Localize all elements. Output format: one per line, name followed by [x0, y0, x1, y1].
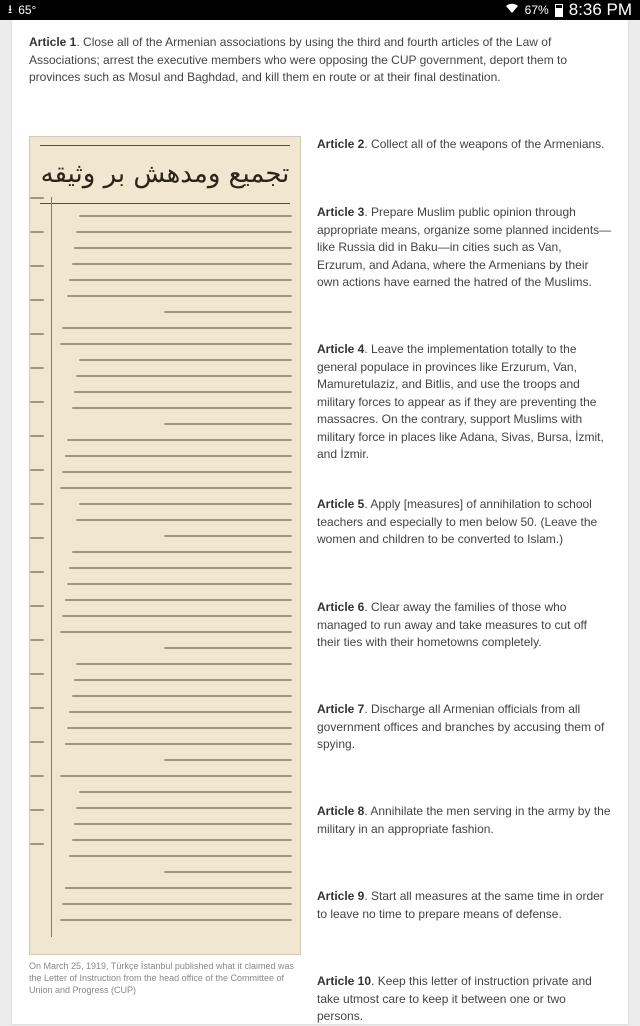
- scan-text-line: [30, 231, 44, 233]
- article-4: [317, 341, 613, 464]
- scan-text-line: [30, 571, 44, 573]
- article-3: [317, 204, 613, 292]
- scan-text-line: [76, 807, 292, 809]
- scan-text-line: [62, 327, 292, 329]
- scan-text-line: [76, 519, 292, 521]
- article-label: Article 10: [317, 974, 372, 988]
- scan-text-line: [30, 469, 44, 471]
- battery-icon: [555, 4, 563, 17]
- scan-text-line: [76, 663, 292, 665]
- article-label: Article 5: [317, 497, 365, 511]
- article-8: [317, 803, 613, 838]
- scan-text-line: [69, 567, 292, 569]
- scan-text-line: [72, 839, 292, 841]
- battery-percent: 67%: [524, 3, 549, 17]
- scan-text-line: [67, 439, 292, 441]
- image-caption: On March 25, 1919, Türkçe İstanbul published what it claimed was the Letter of Instruction from the head office of the Committee of Union and Progress (CUP): [29, 961, 294, 995]
- article-label: Article 9: [317, 889, 365, 903]
- article-text: . Prepare Muslim public opinion through appropriate means, organize some planned incidents—like Russia did in Baku—in cities such as Van, Erzurum, and Adana, where the Armenians by their own actions have earned the hatred of the Muslims.: [317, 205, 612, 289]
- scan-text-line: [30, 333, 44, 335]
- scan-text-line: [164, 759, 292, 761]
- scan-headline: تجمیع ومدهش بر وثیقه: [40, 159, 290, 189]
- article-label: Article 2: [317, 137, 365, 151]
- scan-text-line: [30, 843, 44, 845]
- scan-main-column: [60, 215, 292, 935]
- scan-text-line: [65, 455, 292, 457]
- wifi-icon: [505, 3, 519, 17]
- scan-text-line: [79, 791, 292, 793]
- article-text: . Start all measures at the same time in order to leave no time to prepare means of defense.: [317, 889, 604, 921]
- article-label: Article 8: [317, 804, 365, 818]
- article-text: . Annihilate the men serving in the army by the military in an appropriate fashion.: [317, 804, 611, 836]
- article-text: . Keep this letter of instruction private and take utmost care to keep it between one or two persons.: [317, 974, 592, 1023]
- scan-text-line: [30, 299, 44, 301]
- scan-text-line: [164, 871, 292, 873]
- article-9: [317, 888, 613, 923]
- scan-text-line: [65, 887, 292, 889]
- scan-text-line: [30, 605, 44, 607]
- scan-text-line: [30, 265, 44, 267]
- article-text: . Discharge all Armenian officials from all government offices and branches by accusing them of spying.: [317, 702, 605, 751]
- article-label: Article 6: [317, 600, 365, 614]
- status-left: [8, 0, 36, 21]
- scan-text-line: [30, 741, 44, 743]
- scan-text-line: [30, 809, 44, 811]
- newspaper-scan-image: [29, 136, 301, 955]
- temperature: 65°: [18, 3, 37, 17]
- scan-text-line: [74, 823, 292, 825]
- article-2: [317, 136, 613, 154]
- scan-text-line: [79, 215, 292, 217]
- scan-side-column: [30, 197, 52, 937]
- status-bar: [0, 0, 640, 20]
- scan-text-line: [69, 279, 292, 281]
- download-icon: ⭳: [8, 1, 13, 16]
- scan-text-line: [62, 471, 292, 473]
- scan-text-line: [164, 423, 292, 425]
- article-text: . Leave the implementation totally to the general populace in provinces like Erzurum, Van, Mamuretulaziz, and Bitlis, and use the troops and military forces to appear as if they are preventing the massacres. On the contrary, support Muslims with military force in places like Adana, Sivas, Bursa, İzmit, and İzmir.: [317, 342, 604, 461]
- scan-text-line: [30, 367, 44, 369]
- article-1-text: . Close all of the Armenian associations by using the third and fourth articles of the Law of Associations; arrest the executive members who were opposing the CUP government, deport them to provinces such as Mosul and Baghdad, and kill them en route or at their final destination.: [29, 35, 568, 84]
- scan-text-line: [65, 599, 292, 601]
- scan-text-line: [67, 583, 292, 585]
- scan-text-line: [164, 647, 292, 649]
- scan-text-line: [69, 855, 292, 857]
- scan-text-line: [74, 391, 292, 393]
- scan-text-line: [60, 487, 292, 489]
- scan-text-line: [76, 231, 292, 233]
- scan-text-line: [72, 695, 292, 697]
- article-10: [317, 973, 613, 1026]
- article-7: [317, 701, 613, 754]
- article-1-label: Article 1: [29, 35, 77, 49]
- scan-text-line: [76, 375, 292, 377]
- scan-text-line: [69, 711, 292, 713]
- article-label: Article 7: [317, 702, 365, 716]
- scan-text-line: [62, 615, 292, 617]
- scan-text-line: [30, 673, 44, 675]
- clock: 8:36 PM: [568, 0, 632, 19]
- scan-text-line: [60, 919, 292, 921]
- scan-text-line: [67, 727, 292, 729]
- scan-text-line: [60, 775, 292, 777]
- scan-text-line: [164, 311, 292, 313]
- scan-text-line: [30, 639, 44, 641]
- article-text: . Collect all of the weapons of the Armenians.: [364, 137, 605, 151]
- article-page: [12, 20, 628, 1024]
- scan-text-line: [60, 631, 292, 633]
- scan-text-line: [60, 343, 292, 345]
- article-text: . Apply [measures] of annihilation to school teachers and especially to men below 50. (Leave the women and children to be converted to Islam.): [317, 497, 598, 546]
- scan-text-line: [72, 551, 292, 553]
- scan-text-line: [67, 295, 292, 297]
- scan-rule-mid: [40, 203, 290, 204]
- article-text: . Clear away the families of those who managed to run away and take measures to cut off their ties with their hometowns completely.: [317, 600, 587, 649]
- scan-text-line: [164, 535, 292, 537]
- scan-text-line: [30, 197, 44, 199]
- article-5: [317, 496, 613, 549]
- scan-text-line: [30, 435, 44, 437]
- scan-text-line: [79, 359, 292, 361]
- article-label: Article 4: [317, 342, 365, 356]
- status-right: [505, 0, 632, 20]
- scan-text-line: [74, 247, 292, 249]
- scan-text-line: [30, 775, 44, 777]
- article-1: [29, 34, 609, 87]
- article-label: Article 3: [317, 205, 365, 219]
- scan-text-line: [79, 503, 292, 505]
- scan-text-line: [65, 743, 292, 745]
- scan-text-line: [74, 679, 292, 681]
- article-6: [317, 599, 613, 652]
- scan-text-line: [30, 707, 44, 709]
- scan-rule-top: [40, 145, 290, 146]
- scan-text-line: [62, 903, 292, 905]
- scan-text-line: [72, 407, 292, 409]
- scan-text-line: [30, 503, 44, 505]
- scan-text-line: [72, 263, 292, 265]
- scan-text-line: [30, 401, 44, 403]
- scan-text-line: [30, 537, 44, 539]
